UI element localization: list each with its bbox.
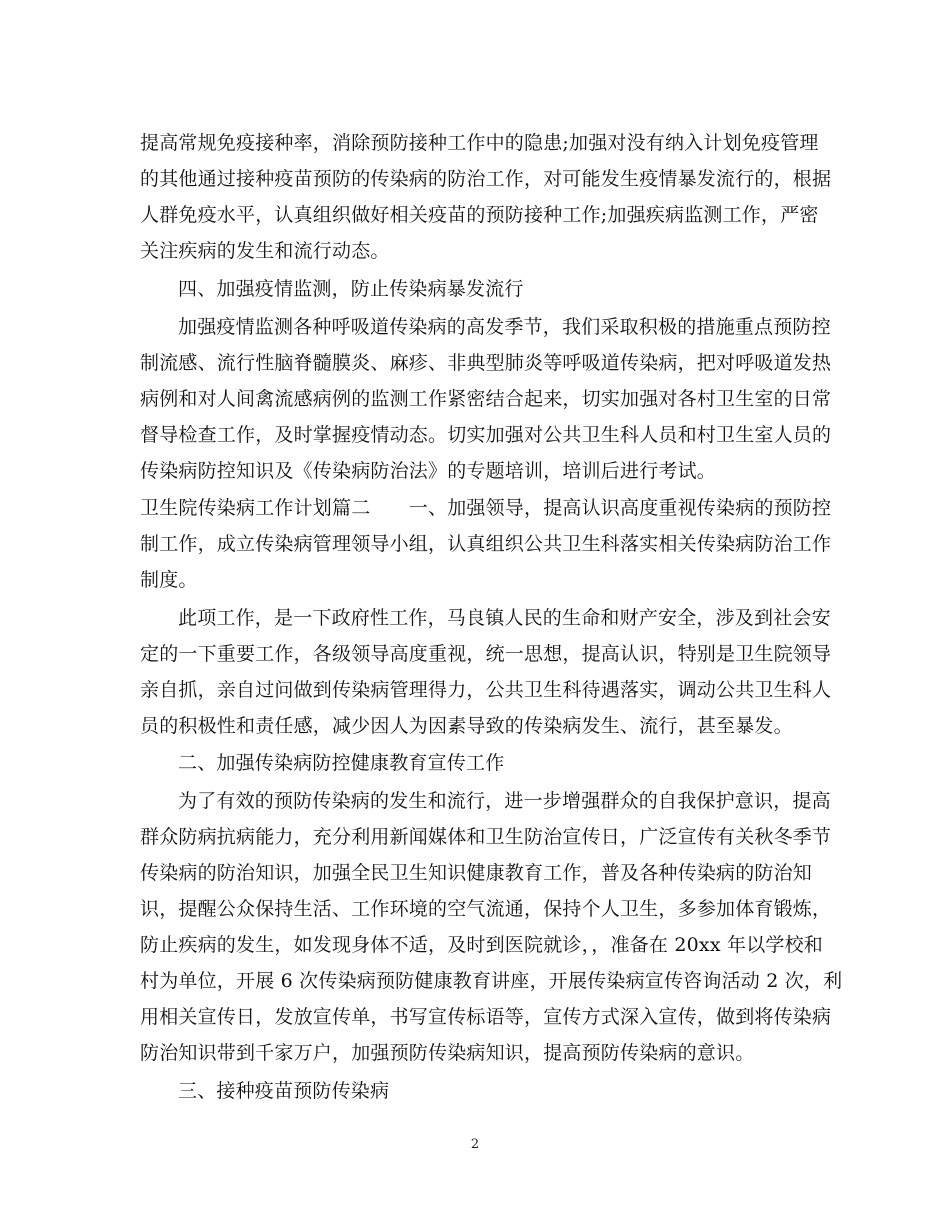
section-heading-4: 四、加强疫情监测，防止传染病暴发流行	[178, 278, 524, 300]
body-text-line: 为了有效的预防传染病的发生和流行，进一步增强群众的自我保护意识，提高	[178, 790, 831, 812]
body-text-line: 制度。	[140, 569, 198, 591]
body-text-line: 传染病防控知识及《传染病防治法》的专题培训，培训后进行考试。	[140, 460, 717, 482]
body-text-line: 提高常规免疫接种率，消除预防接种工作中的隐患;加强对没有纳入计划免疫管理	[140, 132, 819, 154]
page-number: 2	[470, 1137, 480, 1152]
body-text-line: 病例和对人间禽流感病例的监测工作紧密结合起来，切实加强对各村卫生室的日常	[140, 388, 832, 410]
body-text-line: 加强疫情监测各种呼吸道传染病的高发季节，我们采取积极的措施重点预防控	[178, 316, 831, 338]
body-text-line: 制工作，成立传染病管理领导小组，认真组织公共卫生科落实相关传染病防治工作	[140, 533, 832, 555]
body-text-line: 识，提醒公众保持生活、工作环境的空气流通，保持个人卫生，多参加体育锻炼，	[140, 898, 832, 920]
body-text-line: 传染病的防治知识，加强全民卫生知识健康教育工作，普及各种传染病的防治知	[140, 862, 813, 884]
plan-title-line: 卫生院传染病工作计划篇二 一、加强领导，提高认识高度重视传染病的预防控	[140, 497, 832, 519]
body-text-line: 制流感、流行性脑脊髓膜炎、麻疹、非典型肺炎等呼吸道传染病，把对呼吸道发热	[140, 352, 832, 374]
body-text-line: 群众防病抗病能力，充分利用新闻媒体和卫生防治宣传日，广泛宣传有关秋冬季节	[140, 826, 832, 848]
section-heading-3: 三、接种疫苗预防传染病	[178, 1080, 390, 1102]
body-text-line: 亲自抓，亲自过问做到传染病管理得力，公共卫生科待遇落实，调动公共卫生科人	[140, 679, 832, 701]
body-text-line: 员的积极性和责任感，减少因人为因素导致的传染病发生、流行，甚至暴发。	[140, 715, 793, 737]
body-text-line: 此项工作，是一下政府性工作，马良镇人民的生命和财产安全，涉及到社会安	[178, 607, 831, 629]
body-text-line: 定的一下重要工作，各级领导高度重视，统一思想，提高认识，特别是卫生院领导	[140, 643, 832, 665]
body-text-line: 人群免疫水平，认真组织做好相关疫苗的预防接种工作;加强疾病监测工作，严密	[140, 204, 819, 226]
body-text-line: 督导检查工作，及时掌握疫情动态。切实加强对公共卫生科人员和村卫生室人员的	[140, 424, 832, 446]
body-text-line: 防止疾病的发生，如发现身体不适，及时到医院就诊，，准备在 20xx 年以学校和	[140, 934, 823, 956]
body-text-line: 用相关宣传日，发放宣传单，书写宣传标语等，宣传方式深入宣传，做到将传染病	[140, 1006, 832, 1028]
body-text-line: 村为单位，开展 6 次传染病预防健康教育讲座，开展传染病宣传咨询活动 2 次，利	[140, 970, 843, 992]
body-text-line: 防治知识带到千家万户，加强预防传染病知识，提高预防传染病的意识。	[140, 1042, 755, 1064]
section-heading-2: 二、加强传染病防控健康教育宣传工作	[178, 752, 505, 774]
body-text-line: 的其他通过接种疫苗预防的传染病的防治工作，对可能发生疫情暴发流行的，根据	[140, 168, 832, 190]
body-text-line: 关注疾病的发生和流行动态。	[140, 240, 390, 262]
